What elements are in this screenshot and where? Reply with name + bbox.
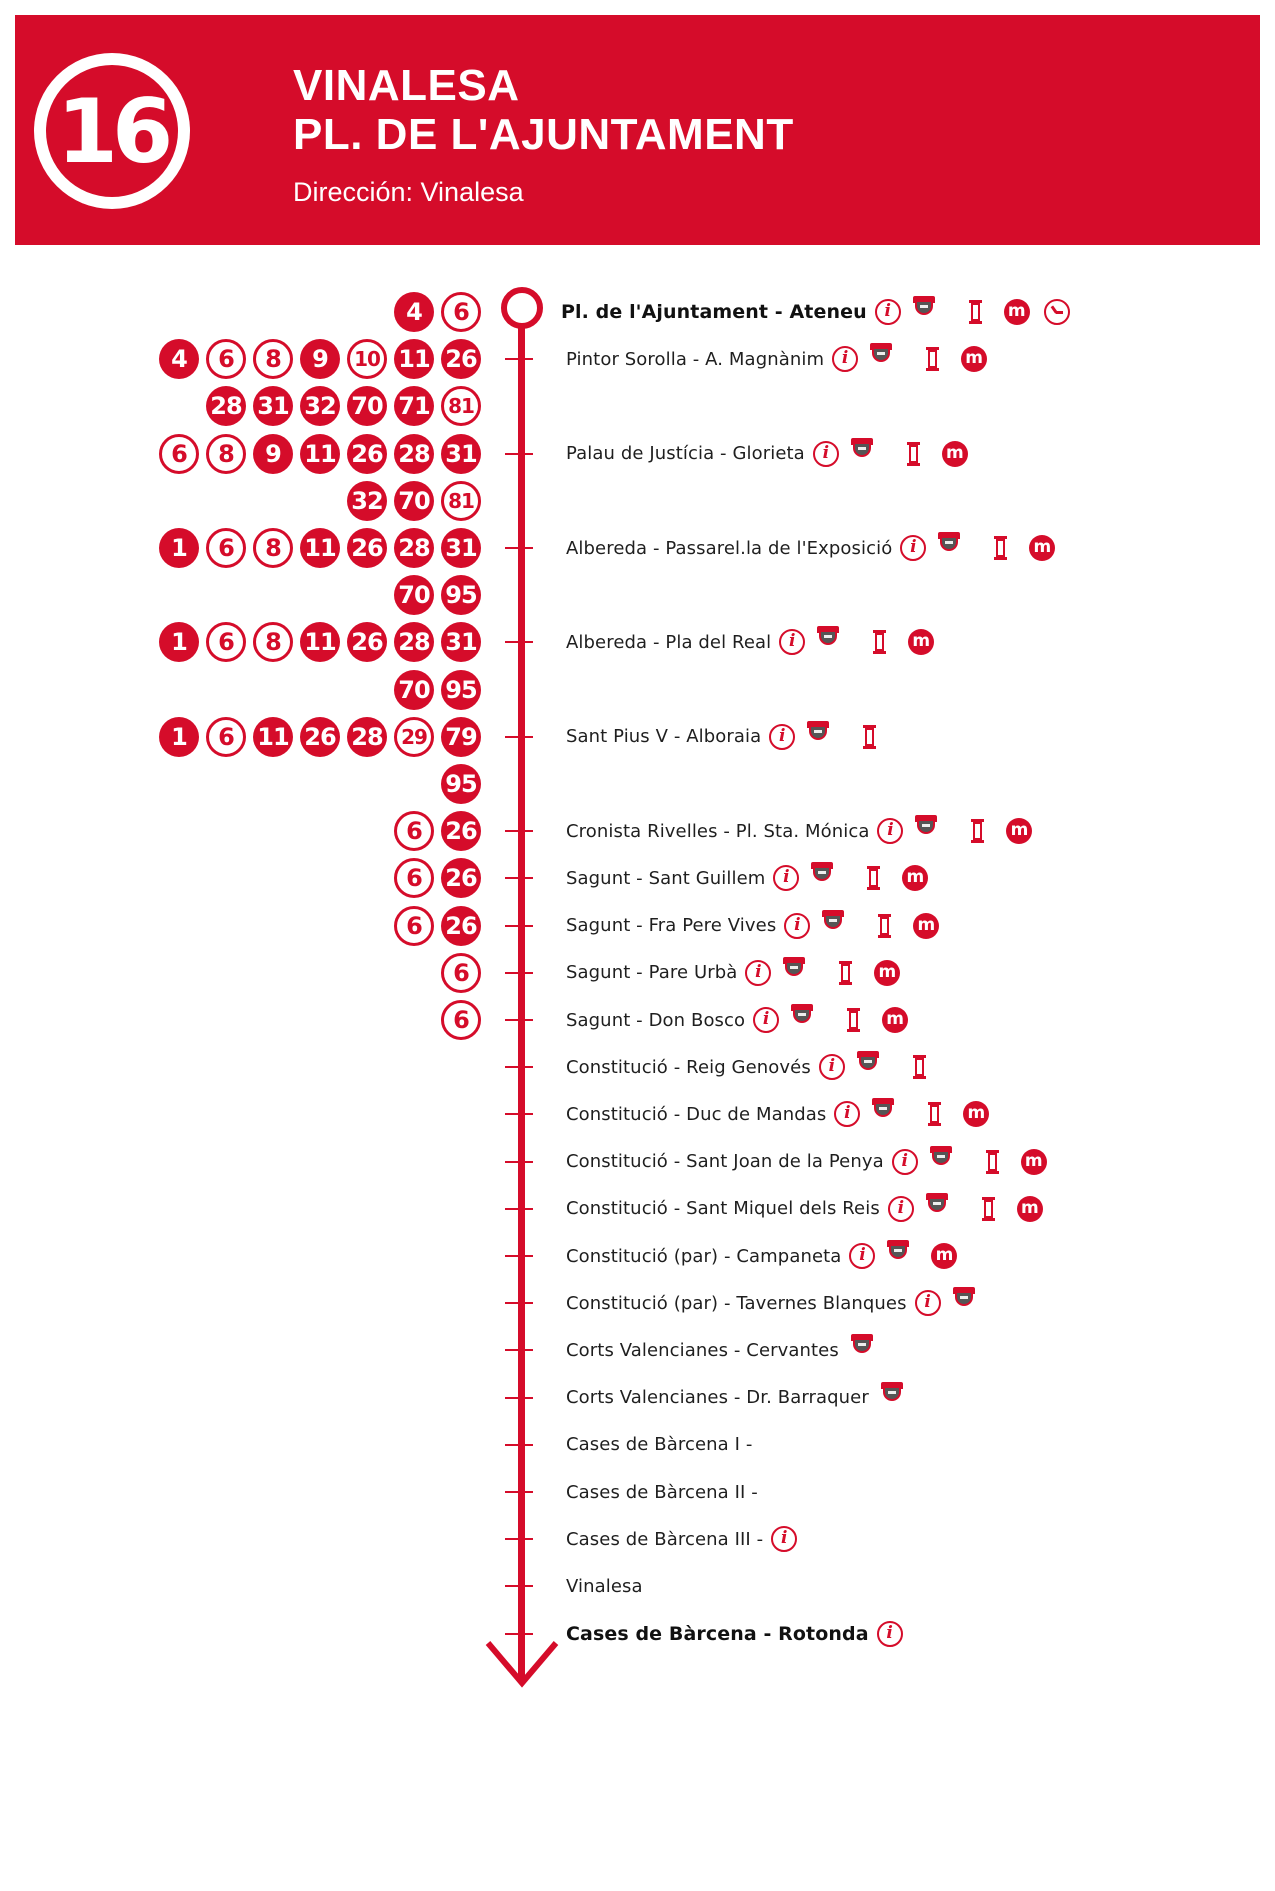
stop-row[interactable] — [505, 1285, 975, 1321]
route-title-line2: PL. DE L'AJUNTAMENT — [293, 110, 794, 159]
info-icon[interactable]: i — [888, 1196, 914, 1222]
stop-name: Constitució (par) - Tavernes Blanques — [566, 1292, 907, 1314]
metro-icon: m — [1021, 1149, 1047, 1175]
stop-row[interactable] — [505, 719, 876, 755]
connection-line-badge[interactable]: 1 — [159, 717, 199, 757]
connection-line-badge[interactable]: 1 — [159, 622, 199, 662]
metro-icon: m — [961, 346, 987, 372]
line-number: 16 — [56, 79, 168, 183]
info-icon[interactable]: i — [892, 1149, 918, 1175]
metro-icon: m — [902, 865, 928, 891]
stop-name: Corts Valencianes - Cervantes — [566, 1339, 839, 1361]
connection-line-badge[interactable]: 8 — [253, 622, 293, 662]
ticket-machine-icon — [913, 296, 935, 320]
connection-line-badge[interactable]: 31 — [441, 622, 481, 662]
stop-row[interactable] — [505, 1616, 903, 1652]
connection-lines — [394, 670, 481, 710]
bus-stop-pole-icon — [994, 536, 1007, 560]
info-icon[interactable]: i — [773, 865, 799, 891]
stop-name: Constitució - Reig Genovés — [566, 1056, 811, 1078]
info-icon[interactable]: i — [877, 818, 903, 844]
stop-row[interactable] — [505, 1568, 643, 1604]
bus-stop-pole-icon — [926, 347, 939, 371]
connection-line-badge[interactable]: 6 — [394, 858, 434, 898]
connection-line-badge[interactable]: 8 — [206, 434, 246, 474]
connection-line-badge[interactable]: 9 — [253, 434, 293, 474]
stop-tick — [505, 972, 533, 974]
connection-lines — [394, 575, 481, 615]
connection-line-badge[interactable]: 26 — [347, 528, 387, 568]
connection-line-badge[interactable]: 6 — [159, 434, 199, 474]
info-icon[interactable]: i — [819, 1054, 845, 1080]
ticket-machine-icon — [870, 343, 892, 367]
stop-name: Sagunt - Fra Pere Vives — [566, 915, 777, 937]
connection-lines — [441, 764, 481, 804]
bus-stop-pole-icon — [982, 1197, 995, 1221]
stop-tick — [505, 1113, 533, 1115]
stop-row[interactable] — [505, 1144, 1047, 1180]
stop-row[interactable] — [505, 955, 900, 991]
connection-lines — [159, 339, 481, 379]
stop-row[interactable] — [505, 530, 1055, 566]
connection-line-badge[interactable]: 6 — [206, 339, 246, 379]
stop-name: Constitució - Duc de Mandas — [566, 1103, 827, 1125]
stop-name: Constitució - Sant Joan de la Penya — [566, 1151, 884, 1173]
connection-line-badge[interactable]: 70 — [394, 481, 434, 521]
info-icon[interactable]: i — [771, 1526, 797, 1552]
connection-line-badge[interactable]: 6 — [206, 622, 246, 662]
connection-line-badge[interactable]: 6 — [441, 953, 481, 993]
metro-icon: m — [1017, 1196, 1043, 1222]
stop-name: Albereda - Passarel.la de l'Exposició — [566, 537, 893, 559]
info-icon[interactable]: i — [849, 1243, 875, 1269]
stop-tick — [505, 1349, 533, 1351]
connection-line-badge[interactable]: 26 — [441, 906, 481, 946]
stop-name: Constitució (par) - Campaneta — [566, 1245, 842, 1267]
info-icon[interactable]: i — [784, 913, 810, 939]
stop-row[interactable] — [505, 1474, 758, 1510]
connection-lines — [441, 953, 481, 993]
bus-stop-pole-icon — [847, 1008, 860, 1032]
info-icon[interactable]: i — [915, 1290, 941, 1316]
stop-tick — [505, 1019, 533, 1021]
ticket-machine-icon — [926, 1193, 948, 1217]
connection-line-badge[interactable]: 95 — [441, 575, 481, 615]
stop-tick — [505, 877, 533, 879]
connection-line-badge[interactable]: 26 — [347, 622, 387, 662]
stop-row[interactable] — [505, 860, 928, 896]
stop-row[interactable] — [505, 624, 934, 660]
connection-line-badge[interactable]: 26 — [300, 717, 340, 757]
ticket-machine-icon — [887, 1240, 909, 1264]
info-icon[interactable]: i — [769, 724, 795, 750]
connection-line-badge[interactable]: 11 — [300, 528, 340, 568]
connection-line-badge[interactable]: 26 — [441, 811, 481, 851]
connection-lines — [159, 528, 481, 568]
connection-line-badge[interactable]: 95 — [441, 670, 481, 710]
ticket-machine-icon — [881, 1382, 903, 1406]
metro-icon: m — [874, 960, 900, 986]
metro-icon: m — [1029, 535, 1055, 561]
metro-icon: m — [882, 1007, 908, 1033]
route-direction: Dirección: Vinalesa — [293, 177, 524, 207]
info-icon[interactable]: i — [745, 960, 771, 986]
connection-lines — [159, 434, 481, 474]
stop-tick — [505, 925, 533, 927]
connection-line-badge[interactable]: 26 — [441, 858, 481, 898]
connection-line-badge[interactable]: 28 — [394, 622, 434, 662]
stop-tick — [505, 358, 533, 360]
metro-icon: m — [1004, 299, 1030, 325]
bus-stop-pole-icon — [969, 300, 982, 324]
clock-icon — [1044, 299, 1070, 325]
connection-line-badge[interactable]: 32 — [300, 386, 340, 426]
stop-tick — [505, 547, 533, 549]
metro-icon: m — [931, 1243, 957, 1269]
stop-row[interactable] — [505, 1191, 1043, 1227]
stop-name: Sagunt - Don Bosco — [566, 1009, 746, 1031]
connection-line-badge[interactable]: 8 — [253, 339, 293, 379]
bus-stop-pole-icon — [913, 1055, 926, 1079]
connection-line-badge[interactable]: 4 — [159, 339, 199, 379]
bus-stop-pole-icon — [986, 1150, 999, 1174]
stop-row[interactable] — [505, 1096, 989, 1132]
connection-lines — [394, 906, 481, 946]
info-icon[interactable]: i — [753, 1007, 779, 1033]
connection-line-badge[interactable]: 29 — [394, 717, 434, 757]
ticket-machine-icon — [930, 1146, 952, 1170]
metro-icon: m — [1006, 818, 1032, 844]
info-icon[interactable]: i — [832, 346, 858, 372]
stop-tick — [505, 1585, 533, 1587]
stop-tick — [505, 830, 533, 832]
info-icon[interactable]: i — [834, 1101, 860, 1127]
ticket-machine-icon — [783, 957, 805, 981]
connection-line-badge[interactable]: 11 — [300, 434, 340, 474]
metro-icon: m — [913, 913, 939, 939]
ticket-machine-icon — [817, 626, 839, 650]
connection-line-badge[interactable]: 81 — [441, 386, 481, 426]
connection-line-badge[interactable]: 26 — [441, 339, 481, 379]
stop-name: Pintor Sorolla - A. Magnànim — [566, 348, 825, 370]
ticket-machine-icon — [938, 532, 960, 556]
connection-lines — [394, 811, 481, 851]
stop-tick — [505, 1208, 533, 1210]
connection-line-badge[interactable]: 28 — [394, 528, 434, 568]
stop-row[interactable] — [505, 341, 987, 377]
stop-row[interactable] — [505, 1427, 752, 1463]
connection-line-badge[interactable]: 4 — [394, 292, 434, 332]
metro-icon: m — [942, 441, 968, 467]
connection-line-badge[interactable]: 95 — [441, 764, 481, 804]
connection-lines — [441, 1000, 481, 1040]
connection-line-badge[interactable]: 79 — [441, 717, 481, 757]
connection-line-badge[interactable]: 70 — [394, 670, 434, 710]
connection-line-badge[interactable]: 11 — [300, 622, 340, 662]
stop-row[interactable] — [505, 294, 1070, 330]
connection-line-badge[interactable]: 28 — [347, 717, 387, 757]
connection-lines — [206, 386, 481, 426]
connection-line-badge[interactable]: 28 — [206, 386, 246, 426]
connection-line-badge[interactable]: 31 — [253, 386, 293, 426]
stop-tick — [505, 1491, 533, 1493]
connection-line-badge[interactable]: 6 — [206, 528, 246, 568]
stop-row[interactable] — [505, 1002, 908, 1038]
stop-name: Sant Pius V - Alboraia — [566, 726, 762, 748]
bus-stop-pole-icon — [863, 725, 876, 749]
stop-name: Albereda - Pla del Real — [566, 631, 772, 653]
connection-lines — [159, 622, 481, 662]
connection-line-badge[interactable]: 70 — [394, 575, 434, 615]
metro-icon: m — [963, 1101, 989, 1127]
connection-line-badge[interactable]: 9 — [300, 339, 340, 379]
stop-name: Cronista Rivelles - Pl. Sta. Mónica — [566, 820, 870, 842]
bus-stop-pole-icon — [878, 914, 891, 938]
stop-name: Vinalesa — [566, 1575, 643, 1597]
stop-name: Palau de Justícia - Glorieta — [566, 443, 805, 465]
ticket-machine-icon — [857, 1051, 879, 1075]
ticket-machine-icon — [791, 1004, 813, 1028]
stop-tick — [505, 1161, 533, 1163]
bus-stop-pole-icon — [867, 866, 880, 890]
connection-line-badge[interactable]: 26 — [347, 434, 387, 474]
stop-tick — [505, 1302, 533, 1304]
stop-tick — [505, 1538, 533, 1540]
connection-line-badge[interactable]: 6 — [441, 1000, 481, 1040]
ticket-machine-icon — [872, 1098, 894, 1122]
connection-line-badge[interactable]: 31 — [441, 434, 481, 474]
connection-line-badge[interactable]: 31 — [441, 528, 481, 568]
info-icon[interactable]: i — [877, 1621, 903, 1647]
stop-name: Cases de Bàrcena I - — [566, 1434, 753, 1456]
connection-lines — [159, 717, 481, 757]
connection-line-badge[interactable]: 11 — [394, 339, 434, 379]
info-icon[interactable]: i — [779, 629, 805, 655]
stop-row[interactable] — [505, 436, 968, 472]
info-icon[interactable]: i — [900, 535, 926, 561]
connection-line-badge[interactable]: 32 — [347, 481, 387, 521]
connection-line-badge[interactable]: 6 — [441, 292, 481, 332]
ticket-machine-icon — [915, 815, 937, 839]
connection-line-badge[interactable]: 28 — [394, 434, 434, 474]
stop-row[interactable] — [505, 908, 939, 944]
stop-row[interactable] — [505, 1521, 797, 1557]
ticket-machine-icon — [807, 721, 829, 745]
info-icon[interactable]: i — [813, 441, 839, 467]
ticket-machine-icon — [851, 438, 873, 462]
connection-line-badge[interactable]: 8 — [253, 528, 293, 568]
connection-line-badge[interactable]: 6 — [206, 717, 246, 757]
ticket-machine-icon — [851, 1334, 873, 1358]
ticket-machine-icon — [822, 910, 844, 934]
stop-row[interactable] — [505, 1049, 926, 1085]
bus-stop-pole-icon — [907, 442, 920, 466]
metro-icon: m — [908, 629, 934, 655]
stop-row[interactable] — [505, 813, 1032, 849]
stop-tick — [505, 1255, 533, 1257]
stop-name: Cases de Bàrcena III - — [566, 1528, 764, 1550]
stop-row[interactable] — [505, 1332, 873, 1368]
bus-stop-pole-icon — [928, 1102, 941, 1126]
stop-name: Cases de Bàrcena - Rotonda — [566, 1622, 869, 1645]
stop-row[interactable] — [505, 1238, 957, 1274]
stop-name: Cases de Bàrcena II - — [566, 1481, 758, 1503]
bus-stop-pole-icon — [839, 961, 852, 985]
stop-tick — [505, 1397, 533, 1399]
ticket-machine-icon — [953, 1287, 975, 1311]
stop-row[interactable] — [505, 1380, 903, 1416]
route-title-line1: VINALESA — [293, 61, 520, 110]
connection-lines — [394, 858, 481, 898]
bus-stop-pole-icon — [873, 630, 886, 654]
connection-line-badge[interactable]: 6 — [394, 811, 434, 851]
connection-line-badge[interactable]: 70 — [347, 386, 387, 426]
bus-stop-pole-icon — [971, 819, 984, 843]
connection-line-badge[interactable]: 71 — [394, 386, 434, 426]
stop-name: Sagunt - Sant Guillem — [566, 867, 766, 889]
stop-name: Corts Valencianes - Dr. Barraquer — [566, 1387, 869, 1409]
stop-tick — [505, 453, 533, 455]
stop-name: Constitució - Sant Miquel dels Reis — [566, 1198, 880, 1220]
connection-line-badge[interactable]: 81 — [441, 481, 481, 521]
connection-lines — [394, 292, 481, 332]
ticket-machine-icon — [811, 862, 833, 886]
connection-line-badge[interactable]: 6 — [394, 906, 434, 946]
stop-tick — [505, 736, 533, 738]
connection-line-badge[interactable]: 1 — [159, 528, 199, 568]
stop-tick — [505, 641, 533, 643]
connection-line-badge[interactable]: 10 — [347, 339, 387, 379]
stop-tick — [505, 1066, 533, 1068]
stop-tick — [505, 1444, 533, 1446]
info-icon[interactable]: i — [875, 299, 901, 325]
stop-name: Pl. de l'Ajuntament - Ateneu — [561, 301, 867, 323]
connection-lines — [347, 481, 481, 521]
connection-line-badge[interactable]: 11 — [253, 717, 293, 757]
stop-name: Sagunt - Pare Urbà — [566, 962, 738, 984]
stop-tick — [505, 1633, 533, 1635]
